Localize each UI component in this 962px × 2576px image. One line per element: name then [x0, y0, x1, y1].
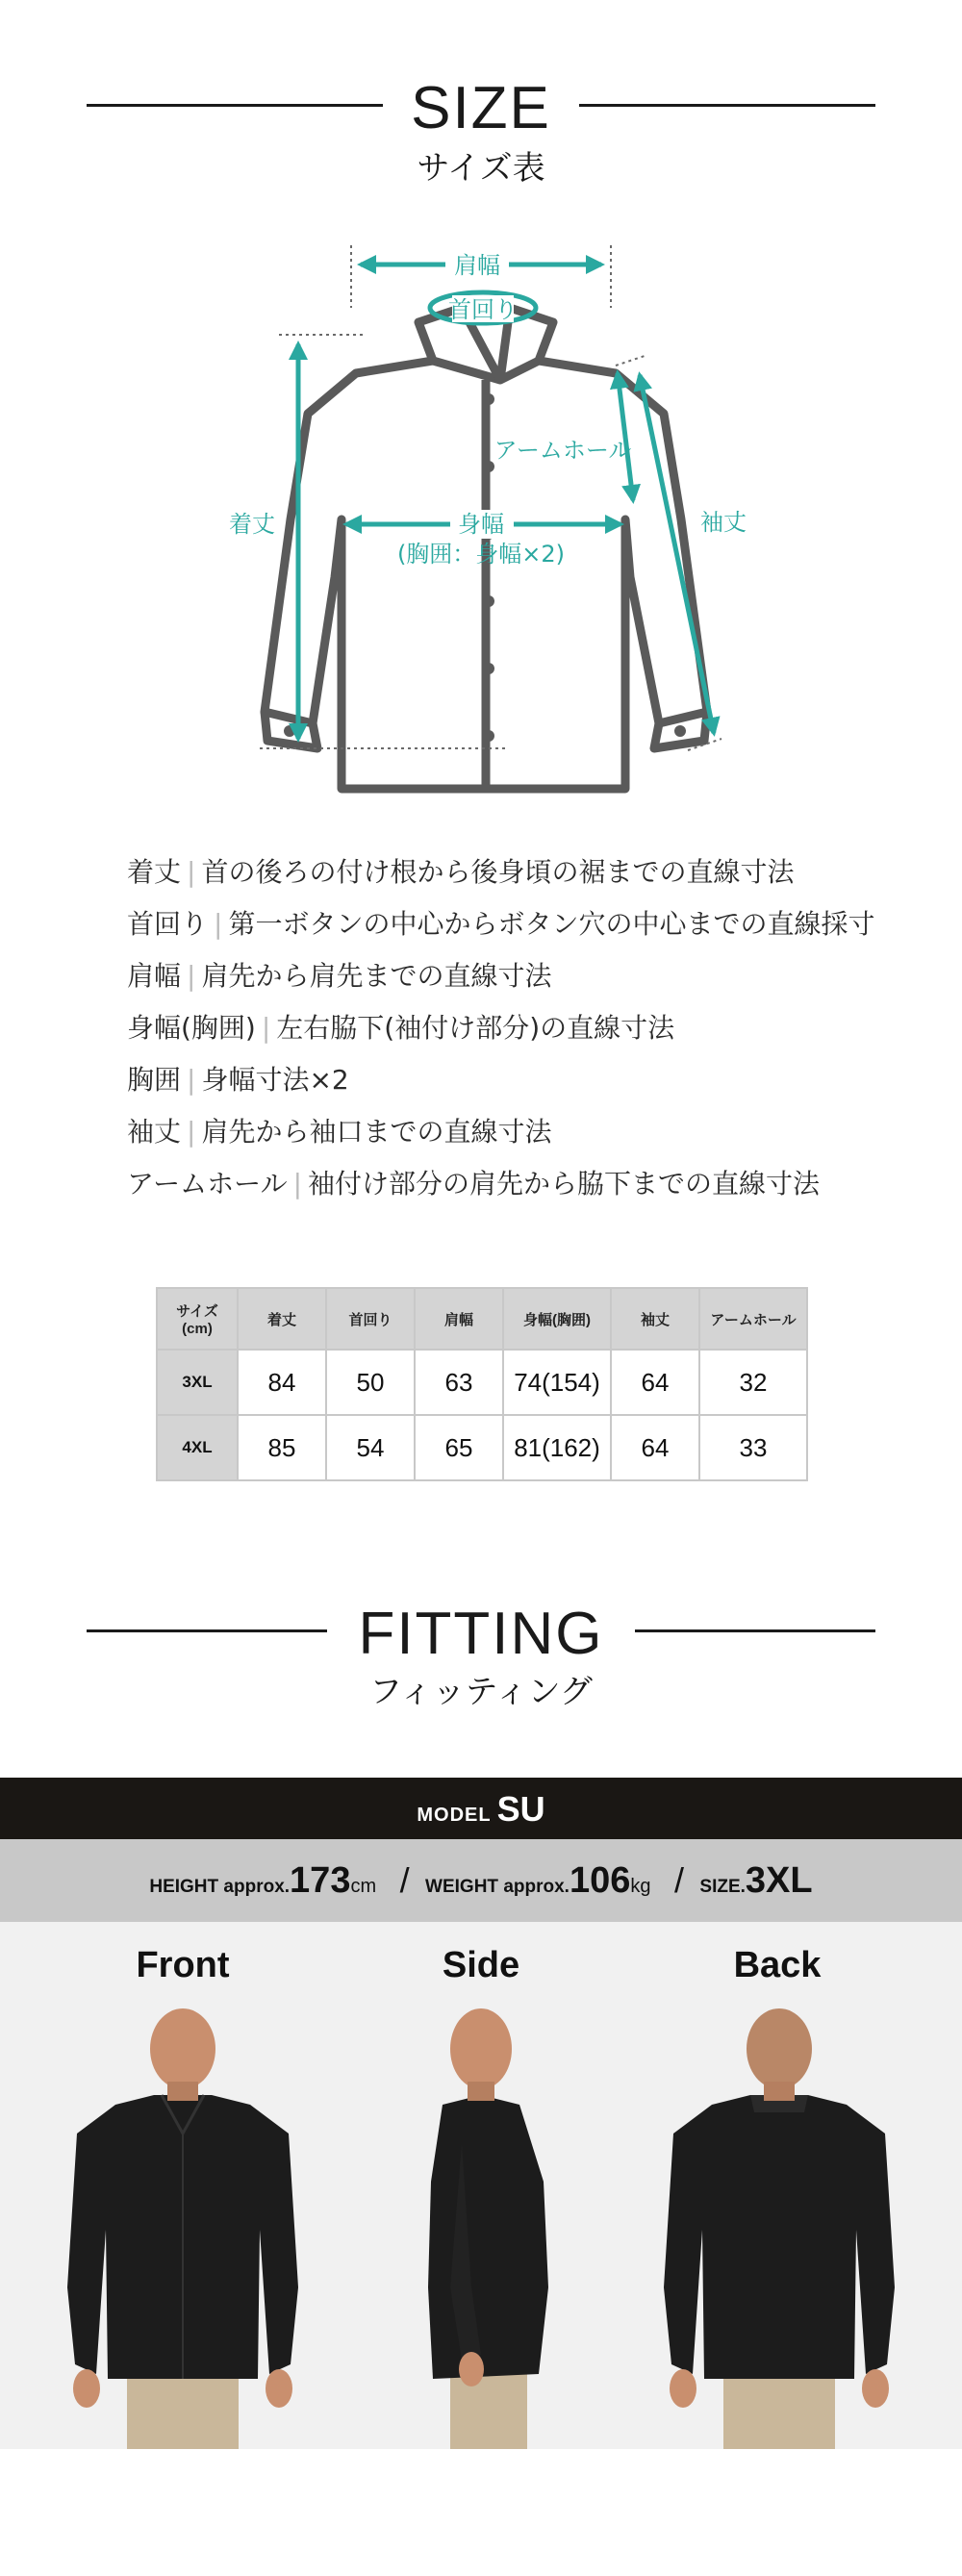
height-unit: cm — [350, 1876, 377, 1897]
fitting-section-subtitle: フィッティング — [369, 1673, 593, 1711]
size-cell: 3XL — [157, 1350, 238, 1415]
fitting-section-title: FITTING — [358, 1601, 604, 1667]
size-value: 3XL — [745, 1860, 813, 1901]
definition-row: 胸囲 | 身幅寸法×2 — [127, 1064, 349, 1096]
header-armhole: アームホール — [699, 1288, 807, 1350]
table-cell: 65 — [415, 1415, 503, 1480]
size-cell: 4XL — [157, 1415, 238, 1480]
model-name: SU — [496, 1789, 545, 1829]
table-cell: 81(162) — [503, 1415, 611, 1480]
weight-value: 106 — [569, 1860, 631, 1901]
shirt-measurement-diagram — [221, 231, 798, 808]
weight-label: WEIGHT approx. — [425, 1877, 570, 1897]
height-value: 173 — [290, 1860, 351, 1901]
table-row — [157, 1415, 807, 1480]
stats-separator: / — [673, 1860, 684, 1900]
definition-row: 身幅(胸囲) | 左右脇下(袖付け部分)の直線寸法 — [127, 1012, 675, 1044]
table-cell: 85 — [238, 1415, 326, 1480]
header-body-width: 身幅(胸囲) — [503, 1288, 611, 1350]
view-label-side: Side — [442, 1945, 520, 1985]
table-cell: 33 — [699, 1415, 807, 1480]
size-section-title: SIZE — [411, 75, 551, 141]
body-width-label: 身幅 — [458, 511, 504, 538]
header-sleeve: 袖丈 — [611, 1288, 699, 1350]
definition-row: 肩幅 | 肩先から肩先までの直線寸法 — [127, 960, 552, 992]
model-photo-front — [38, 1999, 327, 2449]
table-cell: 64 — [611, 1350, 699, 1415]
table-row — [157, 1350, 807, 1415]
definition-row: 着丈 | 首の後ろの付け根から後身頃の裾までの直線寸法 — [127, 856, 795, 888]
table-cell: 84 — [238, 1350, 326, 1415]
model-bar — [0, 1778, 962, 1839]
size-table — [156, 1287, 808, 1481]
model-stats-bar — [0, 1839, 962, 1922]
view-label-front: Front — [136, 1945, 230, 1985]
weight-unit: kg — [630, 1876, 651, 1897]
table-cell: 32 — [699, 1350, 807, 1415]
size-table-corner: サイズ (cm) — [157, 1288, 238, 1350]
stats-separator: / — [399, 1860, 410, 1900]
shoulder-label: 肩幅 — [454, 252, 500, 279]
table-cell: 64 — [611, 1415, 699, 1480]
model-photo-side — [337, 1999, 625, 2449]
header-neck: 首回り — [326, 1288, 415, 1350]
table-cell: 63 — [415, 1350, 503, 1415]
armhole-label: アームホール — [494, 437, 632, 464]
neck-label: 首回り — [448, 296, 518, 323]
header-length: 着丈 — [238, 1288, 326, 1350]
definition-row: 首回り | 第一ボタンの中心からボタン穴の中心までの直線採寸 — [127, 908, 875, 940]
height-label: HEIGHT approx. — [149, 1877, 291, 1897]
view-label-back: Back — [733, 1945, 822, 1985]
header-shoulder: 肩幅 — [415, 1288, 503, 1350]
definition-row: 袖丈 | 肩先から袖口までの直線寸法 — [127, 1116, 552, 1148]
table-cell: 54 — [326, 1415, 415, 1480]
sleeve-label: 袖丈 — [700, 509, 747, 536]
model-photo-back — [635, 1999, 924, 2449]
length-label: 着丈 — [229, 511, 275, 538]
size-section-subtitle: サイズ表 — [417, 149, 545, 188]
model-label: MODEL — [417, 1805, 492, 1826]
measurement-definitions — [127, 846, 897, 1210]
body-width-note: (胸囲：身幅×2) — [396, 541, 566, 568]
definition-row: アームホール | 袖付け部分の肩先から脇下までの直線寸法 — [127, 1168, 821, 1200]
table-cell: 50 — [326, 1350, 415, 1415]
size-label: SIZE. — [699, 1877, 746, 1897]
table-cell: 74(154) — [503, 1350, 611, 1415]
size-table-header-row — [157, 1288, 807, 1350]
